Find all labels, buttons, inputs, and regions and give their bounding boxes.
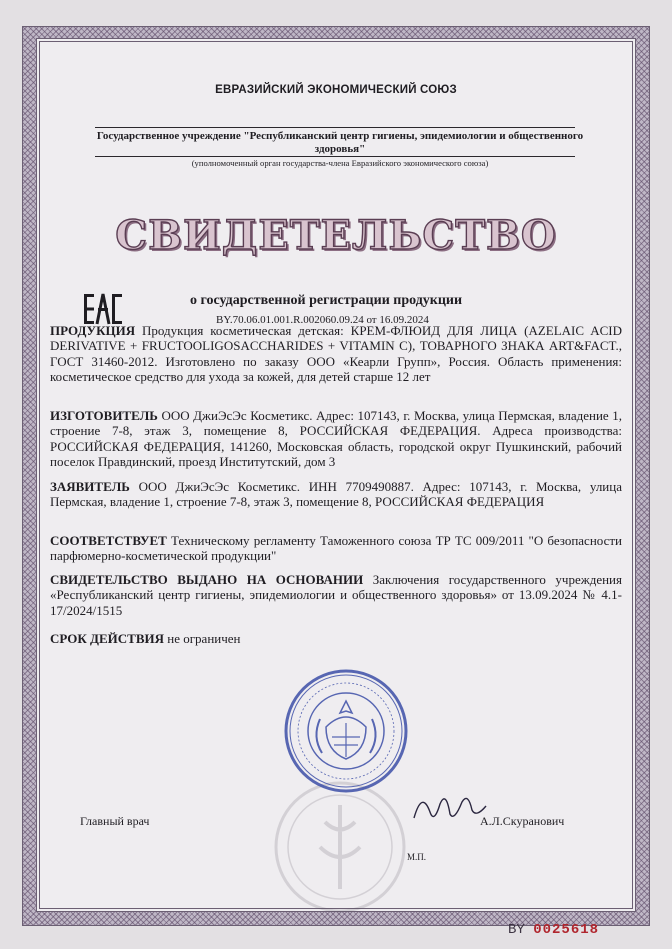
authorized-body-note: (уполномоченный орган государства-члена Евразийского экономического союза) xyxy=(191,158,489,168)
validity-label: СРОК ДЕЙСТВИЯ xyxy=(50,631,164,646)
certificate-content xyxy=(40,42,632,938)
chief-doctor-label: Главный врач xyxy=(80,814,150,828)
product-section xyxy=(50,323,622,385)
product-text: Продукция косметическая детская: КРЕМ-ФЛЮИД ДЛЯ ЛИЦА (AZELAIC ACID DERIVATIVE + FRUCTOOLIGOSACCHARIDES + VITAMIN C), ТОВАРНОГО ЗНАКА ART&FACT., ГОСТ 31460-2012. Изготовлено по заказу ООО «Кеарли Групп», Россия. Область применения: косметическое средство для ухода за кожей, для детей старше 12 лет xyxy=(50,323,622,385)
basis-text: Заключения государственного учреждения «Республиканский центр гигиены, эпидемиологии и общественного здоровья» от 13.09.2024 № 4.1-17/2024/1515 xyxy=(50,572,622,618)
conforms-label: СООТВЕТСТВУЕТ xyxy=(50,533,167,548)
basis-label: СВИДЕТЕЛЬСТВО ВЫДАНО НА ОСНОВАНИИ xyxy=(50,572,364,587)
official-stamp-icon xyxy=(282,667,410,795)
applicant-section xyxy=(50,479,622,510)
registration-number: BY.70.06.01.001.R.002060.09.24 от 16.09.2024 xyxy=(216,314,429,326)
union-heading: ЕВРАЗИЙСКИЙ ЭКОНОМИЧЕСКИЙ СОЮЗ xyxy=(215,84,457,96)
product-label: ПРОДУКЦИЯ xyxy=(50,323,136,338)
conforms-text: Техническому регламенту Таможенного союза ТР ТС 009/2011 "О безопасности парфюмерно-косметической продукции" xyxy=(50,533,623,564)
validity-section xyxy=(50,631,622,646)
signatory-name: А.Л.Скуранович xyxy=(480,814,565,828)
conforms-section xyxy=(50,533,622,564)
certificate-subtitle: о государственной регистрации продукции xyxy=(190,293,463,308)
signature-icon xyxy=(410,784,490,829)
applicant-text: ООО ДжиЭсЭс Косметикс. ИНН 7709490887. Адрес: 107143, г. Москва, улица Пермская, владение 1, строение 7-8, этаж 3, помещение 8, РОССИЙСКАЯ ФЕДЕРАЦИЯ xyxy=(50,479,622,510)
watermark-seal-icon xyxy=(270,777,410,917)
manufacturer-label: ИЗГОТОВИТЕЛЬ xyxy=(50,408,158,423)
institution-name: Государственное учреждение "Республиканский центр гигиены, эпидемиологии и общественного здоровья" xyxy=(96,130,584,155)
certificate-title: СВИДЕТЕЛЬСТВО xyxy=(115,212,557,259)
serial-number xyxy=(508,922,599,938)
serial-value: 0025618 xyxy=(533,922,600,938)
validity-text: не ограничен xyxy=(167,631,241,646)
manufacturer-section xyxy=(50,408,622,470)
serial-prefix: BY xyxy=(508,922,525,938)
institution-rule xyxy=(95,156,575,157)
manufacturer-text: ООО ДжиЭсЭс Косметикс. Адрес: 107143, г. Москва, улица Пермская, владение 1, строение 7-8, этаж 3, помещение 8, РОССИЙСКАЯ ФЕДЕРАЦИЯ. Адреса производства: РОССИЙСКАЯ ФЕДЕРАЦИЯ, 141260, Московская область, городской округ Пушкинский, рабочий поселок Правдинский, проезд Институтский, дом 3 xyxy=(50,408,622,470)
header-rule xyxy=(95,127,575,128)
applicant-label: ЗАЯВИТЕЛЬ xyxy=(50,479,130,494)
basis-section xyxy=(50,572,622,618)
seal-place-label: М.П. xyxy=(407,852,427,862)
